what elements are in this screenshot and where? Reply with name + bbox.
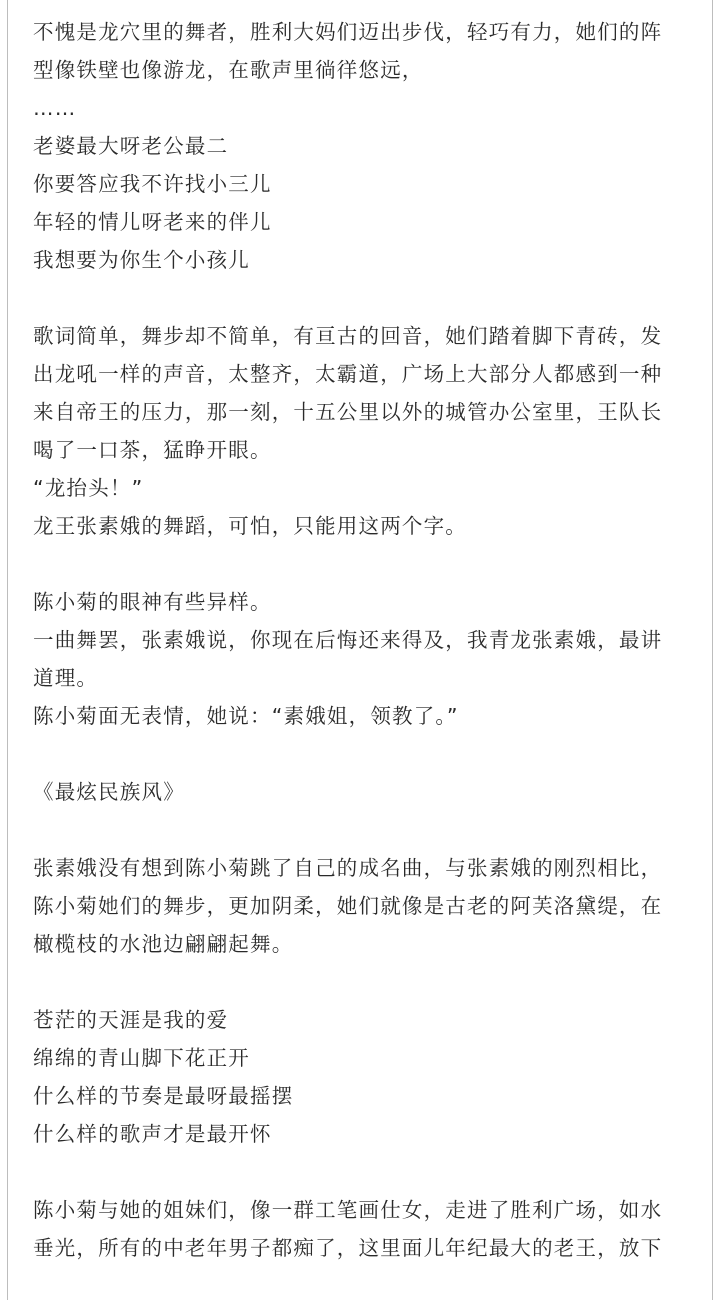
paragraph-spacer: [33, 279, 720, 317]
text-line: 苍茫的天涯是我的爱: [33, 1008, 229, 1032]
text-line: ……: [33, 96, 77, 120]
paragraph-spacer: [33, 963, 720, 1001]
paragraph-spacer: [33, 545, 720, 583]
text-line: 喝了一口茶，猛睁开眼。: [33, 438, 272, 462]
text-line: 老婆最大呀老公最二: [33, 134, 229, 158]
text-line: 什么样的节奏是最呀最摇摆: [33, 1084, 294, 1108]
text-line: 垂光，所有的中老年男子都痴了，这里面儿年纪最大的老王，放下: [33, 1236, 663, 1260]
text-line: 歌词简单，舞步却不简单，有亘古的回音，她们踏着脚下青砖，发: [33, 324, 663, 348]
text-line: 龙王张素娥的舞蹈，可怕，只能用这两个字。: [33, 514, 467, 538]
text-line: 你要答应我不许找小三儿: [33, 172, 272, 196]
paragraph-spacer: [33, 811, 720, 849]
text-line: 张素娥没有想到陈小菊跳了自己的成名曲，与张素娥的刚烈相比，: [33, 856, 663, 880]
paragraph-spacer: [33, 735, 720, 773]
text-line: 陈小菊与她的姐妹们，像一群工笔画仕女，走进了胜利广场，如水: [33, 1198, 663, 1222]
text-line: 一曲舞罢，张素娥说，你现在后悔还来得及，我青龙张素娥，最讲: [33, 628, 663, 652]
text-line: 陈小菊面无表情，她说：“素娥姐，领教了。”: [33, 704, 459, 728]
paragraph-spacer: [33, 1153, 720, 1191]
text-line: 来自帝王的压力，那一刻，十五公里以外的城管办公室里，王队长: [33, 400, 663, 424]
text-line: 绵绵的青山脚下花正开: [33, 1046, 250, 1070]
text-line: 什么样的歌声才是最开怀: [33, 1122, 272, 1146]
text-line: 出龙吼一样的声音，太整齐，太霸道，广场上大部分人都感到一种: [33, 362, 663, 386]
text-line: 年轻的情儿呀老来的伴儿: [33, 210, 272, 234]
text-line: 型像铁壁也像游龙，在歌声里徜徉悠远，: [33, 58, 424, 82]
text-line: 不愧是龙穴里的舞者，胜利大妈们迈出步伐，轻巧有力，她们的阵: [33, 20, 663, 44]
article-body: [33, 13, 720, 1267]
text-line: 我想要为你生个小孩儿: [33, 248, 250, 272]
text-line: 陈小菊她们的舞步，更加阴柔，她们就像是古老的阿芙洛黛缇，在: [33, 894, 663, 918]
text-line: 陈小菊的眼神有些异样。: [33, 590, 272, 614]
text-line: 道理。: [33, 666, 99, 690]
text-line: “龙抬头！”: [33, 476, 144, 500]
section-title: 《最炫民族风》: [33, 780, 185, 804]
text-line: 橄榄枝的水池边翩翩起舞。: [33, 932, 294, 956]
